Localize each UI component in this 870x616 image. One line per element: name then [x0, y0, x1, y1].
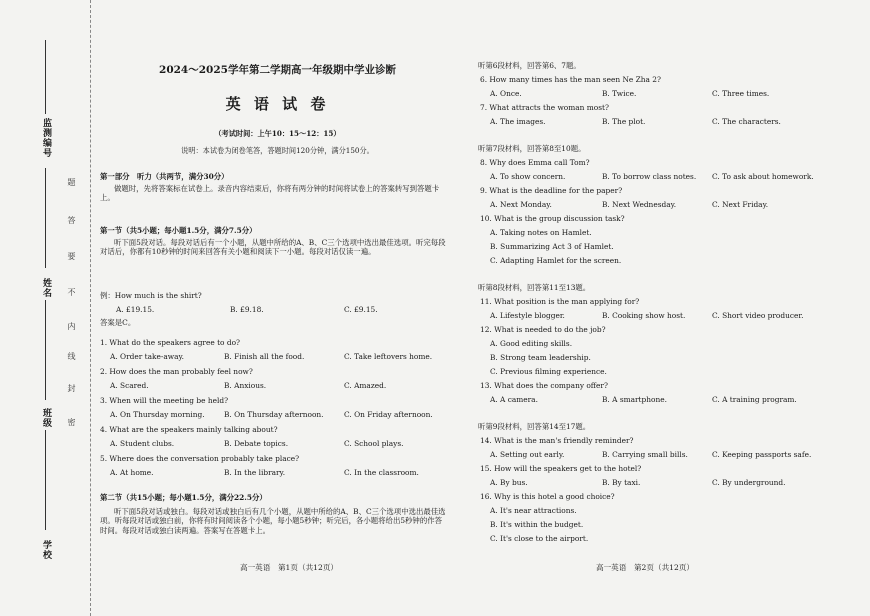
answer-option: A. Good editing skills.: [490, 339, 573, 348]
answer-option: A. Student clubs.: [110, 439, 175, 448]
exam-no-label: 监测编号: [41, 118, 51, 158]
seal-char: 题: [67, 178, 76, 186]
seal-char: 内: [67, 322, 76, 330]
answer-option: B. It's within the budget.: [490, 520, 584, 529]
answer-option: A. To show concern.: [490, 172, 566, 181]
seal-char: 封: [67, 384, 76, 392]
seal-char: 不: [67, 288, 76, 296]
answer-option: C. By underground.: [712, 478, 786, 487]
sec1-heading: 第一节（共5小题；每小题1.5分，满分7.5分）: [100, 226, 257, 235]
answer-option: C. To ask about homework.: [712, 172, 814, 181]
answer-option: C. School plays.: [344, 439, 404, 448]
answer-option: B. The plot.: [602, 117, 646, 126]
answer-option: A. By bus.: [490, 478, 528, 487]
example-answer: 答案是C。: [100, 318, 136, 327]
example-question: 例：How much is the shirt?: [100, 291, 202, 300]
seal-char: 要: [67, 252, 76, 260]
answer-option: B. Anxious.: [224, 381, 267, 390]
answer-option: B. Twice.: [602, 89, 637, 98]
answer-option: C. On Friday afternoon.: [344, 410, 433, 419]
group-intro: 听第9段材料，回答第14至17题。: [478, 422, 591, 431]
question-text: 12. What is needed to do the job?: [480, 325, 606, 334]
answer-option: B. On Thursday afternoon.: [224, 410, 324, 419]
name-line: [45, 300, 46, 400]
example-option: C. £9.15.: [344, 305, 378, 314]
answer-option: C. Three times.: [712, 89, 770, 98]
answer-option: C. Previous filming experience.: [490, 367, 607, 376]
exam-note: 说明：本试卷为闭卷笔答，答题时间120分钟，满分150分。: [181, 146, 374, 155]
answer-option: A. Taking notes on Hamlet.: [490, 228, 592, 237]
sec2-heading: 第二节（共15小题；每小题1.5分，满分22.5分）: [100, 493, 267, 502]
question-text: 13. What does the company offer?: [480, 381, 608, 390]
exam-no-line-lower: [45, 168, 46, 268]
answer-option: A. Scared.: [110, 381, 149, 390]
question-text: 14. What is the man's friendly reminder?: [480, 436, 634, 445]
sec2-desc: 听下面5段对话或独白。每段对话或独白后有几个小题，从题中所给的A、B、C三个选项中选出最佳选项。听每段对话或独白前，你将有时间阅读各个小题，每小题5秒钟；听完后，各小题将给出5秒钟的作答时间。每段对话或独白读两遍。答案写在答题卡上。: [100, 507, 446, 535]
question-text: 15. How will the speakers get to the hotel?: [480, 464, 642, 473]
answer-option: B. Next Wednesday.: [602, 200, 677, 209]
class-line: [45, 430, 46, 530]
answer-option: C. The characters.: [712, 117, 781, 126]
question-text: 7. What attracts the woman most?: [480, 103, 609, 112]
answer-option: B. Carrying small bills.: [602, 450, 688, 459]
answer-option: C. A training program.: [712, 395, 797, 404]
part1-heading: 第一部分 听力（共两节，满分30分）: [100, 172, 229, 181]
answer-option: C. Next Friday.: [712, 200, 769, 209]
exam-title: 2024～2025学年第二学期高一年级期中学业诊断: [159, 64, 396, 76]
answer-option: A. On Thursday morning.: [110, 410, 205, 419]
question-text: 8. Why does Emma call Tom?: [480, 158, 590, 167]
question-text: 16. Why is this hotel a good choice?: [480, 492, 615, 501]
name-label: 姓名: [41, 278, 51, 298]
question-text: 10. What is the group discussion task?: [480, 214, 625, 223]
answer-option: C. In the classroom.: [344, 468, 419, 477]
group-intro: 听第6段材料，回答第6、7题。: [478, 61, 581, 70]
answer-option: A. At home.: [110, 468, 154, 477]
subject-title: 英 语 试 卷: [225, 95, 330, 113]
answer-option: B. Strong team leadership.: [490, 353, 591, 362]
question-text: 1. What do the speakers agree to do?: [100, 338, 240, 347]
answer-option: A. Setting out early.: [490, 450, 565, 459]
question-text: 6. How many times has the man seen Ne Zha 2?: [480, 75, 661, 84]
exam-no-line: [45, 40, 46, 114]
answer-option: B. To borrow class notes.: [602, 172, 697, 181]
school-label: 学校: [41, 540, 51, 560]
answer-option: C. Keeping passports safe.: [712, 450, 812, 459]
page-footer: 高一英语 第2页（共12页）: [596, 563, 695, 572]
binding-strip: [0, 0, 91, 616]
answer-option: C. Amazed.: [344, 381, 387, 390]
answer-option: A. Lifestyle blogger.: [490, 311, 565, 320]
answer-option: C. Short video producer.: [712, 311, 804, 320]
answer-option: B. By taxi.: [602, 478, 641, 487]
example-option: B. £9.18.: [230, 305, 264, 314]
sec1-desc: 听下面5段对话。每段对话后有一个小题，从题中所给的A、B、C三个选项中选出最佳选项。听完每段对话后，你都有10秒钟的时间来回答有关小题和阅读下一小题。每段对话仅读一遍。: [100, 238, 446, 257]
answer-option: A. Next Monday.: [490, 200, 552, 209]
answer-option: B. A smartphone.: [602, 395, 667, 404]
answer-option: B. Debate topics.: [224, 439, 289, 448]
example-option: A. £19.15.: [116, 305, 155, 314]
exam-time: （考试时间：上午10：15～12：15）: [214, 129, 341, 138]
seal-char: 密: [67, 418, 76, 426]
group-intro: 听第7段材料，回答第8至10题。: [478, 144, 586, 153]
answer-option: A. Once.: [490, 89, 522, 98]
question-text: 9. What is the deadline for the paper?: [480, 186, 623, 195]
group-intro: 听第8段材料，回答第11至13题。: [478, 283, 591, 292]
answer-option: B. Finish all the food.: [224, 352, 305, 361]
page-footer: 高一英语 第1页（共12页）: [240, 563, 339, 572]
answer-option: B. In the library.: [224, 468, 286, 477]
part1-desc: 做题时，先将答案标在试卷上。录音内容结束后，你将有两分钟的时间将试卷上的答案转写到答题卡上。: [100, 184, 440, 203]
question-text: 2. How does the man probably feel now?: [100, 367, 253, 376]
question-text: 11. What position is the man applying for?: [480, 297, 640, 306]
answer-option: B. Summarizing Act 3 of Hamlet.: [490, 242, 614, 251]
answer-option: A. It's near attractions.: [490, 506, 577, 515]
seal-char: 线: [67, 352, 76, 360]
answer-option: A. A camera.: [490, 395, 538, 404]
class-label: 班级: [41, 408, 51, 428]
answer-option: C. Adapting Hamlet for the screen.: [490, 256, 622, 265]
answer-option: B. Cooking show host.: [602, 311, 686, 320]
question-text: 5. Where does the conversation probably take place?: [100, 454, 300, 463]
question-text: 4. What are the speakers mainly talking about?: [100, 425, 278, 434]
answer-option: C. Take leftovers home.: [344, 352, 433, 361]
seal-char: 答: [67, 216, 76, 224]
answer-option: A. The images.: [490, 117, 546, 126]
question-text: 3. When will the meeting be held?: [100, 396, 229, 405]
answer-option: C. It's close to the airport.: [490, 534, 589, 543]
answer-option: A. Order take-away.: [110, 352, 185, 361]
